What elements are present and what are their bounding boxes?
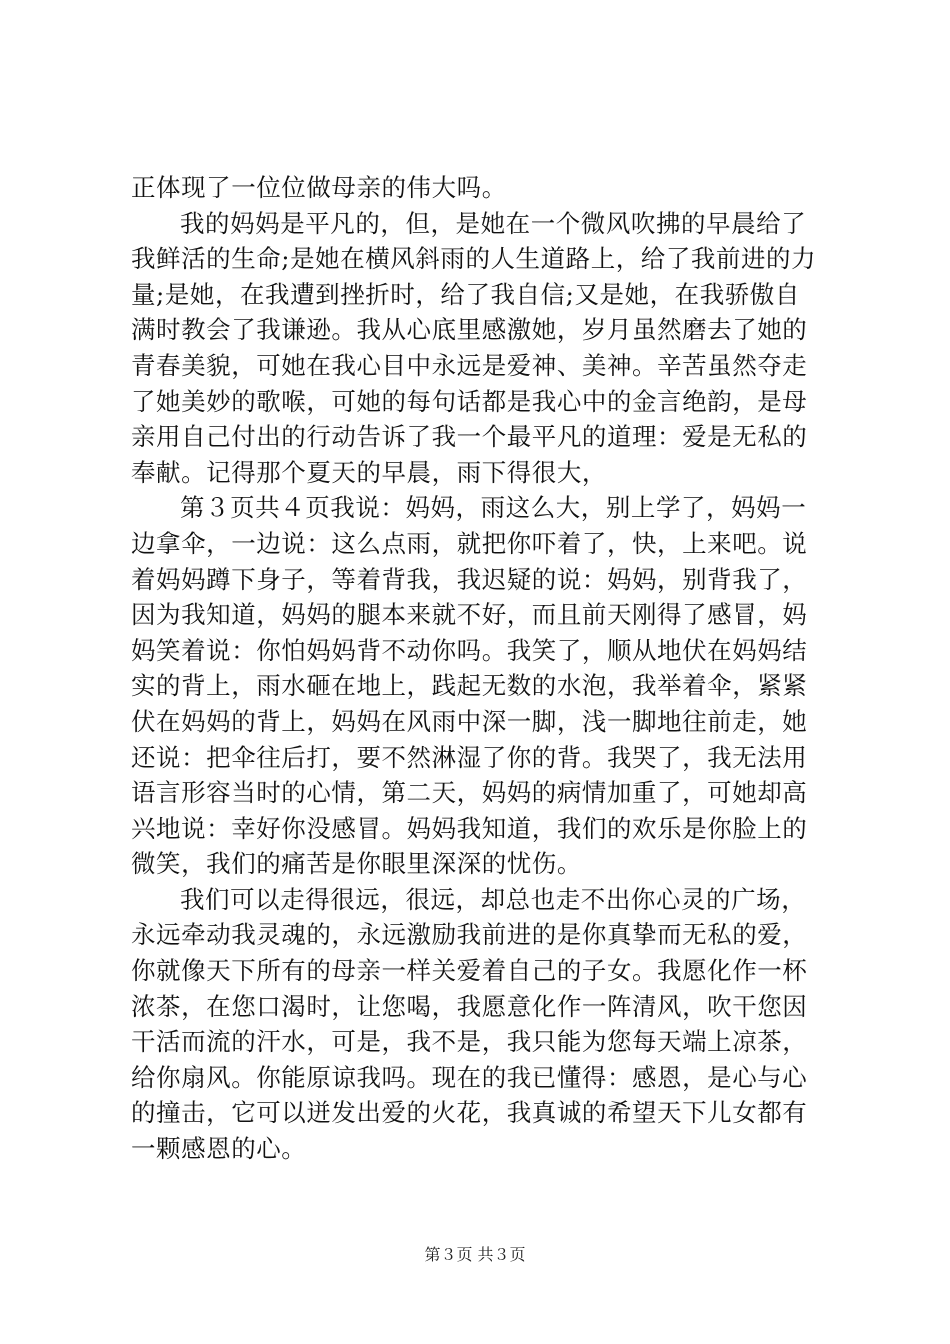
body-text [131,170,826,1167]
text-line: 满时教会了我谦逊。我从心底里感激她，岁月虽然磨去了她的 [131,315,808,345]
text-line: 永远牵动我灵魂的，永远激励我前进的是你真挚而无私的爱， [131,920,808,950]
text-line: 实的背上，雨水砸在地上，践起无数的水泡，我举着伞，紧紧 [131,671,808,701]
text-line: 正体现了一位位做母亲的伟大吗。 [131,173,507,202]
text-line: 语言形容当时的心情，第二天，妈妈的病情加重了，可她却高 [131,778,808,808]
text-line: 边拿伞，一边说：这么点雨，就把你吓着了，快，上来吧。说 [131,528,808,558]
text-line: 伏在妈妈的背上，妈妈在风雨中深一脚，浅一脚地往前走，她 [131,706,808,736]
text-line: 还说：把伞往后打，要不然淋湿了你的背。我哭了，我无法用 [131,742,808,772]
text-line: 我鲜活的生命;是她在横风斜雨的人生道路上，给了我前进的力 [131,244,817,274]
text-line: 微笑，我们的痛苦是你眼里深深的忧伤。 [131,849,582,879]
page-footer: 第３页 共３页 [424,1245,526,1264]
text-line: 着妈妈蹲下身子，等着背我，我迟疑的说：妈妈，别背我了， [131,564,808,594]
text-line: 了她美妙的歌喉，可她的每句话都是我心中的金言绝韵，是母 [131,386,808,416]
text-line: 的撞击，它可以迸发出爱的火花，我真诚的希望天下儿女都有 [131,1098,808,1128]
paragraph-first-line: 我们可以走得很远，很远，却总也走不出你心灵的广场， [180,884,807,914]
text-line: 干活而流的汗水，可是，我不是，我只能为您每天端上凉茶， [131,1027,808,1057]
text-line: 给你扇风。你能原谅我吗。现在的我已懂得：感恩，是心与心 [131,1062,808,1092]
text-line: 亲用自己付出的行动告诉了我一个最平凡的道理：爱是无私的 [131,422,808,452]
text-line: 青春美貌，可她在我心目中永远是爱神、美神。辛苦虽然夺走 [131,350,808,380]
text-line: 因为我知道，妈妈的腿本来就不好，而且前天刚得了感冒，妈 [131,600,808,630]
text-line: 奉献。记得那个夏天的早晨，雨下得很大， [131,457,607,487]
text-line: 你就像天下所有的母亲一样关爱着自己的子女。我愿化作一杯 [131,956,808,986]
text-line: 浓茶，在您口渴时，让您喝，我愿意化作一阵清风，吹干您因 [131,991,808,1021]
paragraph-first-line: 我的妈妈是平凡的，但，是她在一个微风吹拂的早晨给了 [180,208,807,238]
text-line: 量;是她，在我遭到挫折时，给了我自信;又是她，在我骄傲自 [131,279,800,309]
text-line: 兴地说：幸好你没感冒。妈妈我知道，我们的欢乐是你脸上的 [131,813,808,843]
paragraph-first-line: 第３页共４页我说：妈妈，雨这么大，别上学了，妈妈一 [180,493,807,523]
text-line: 妈笑着说：你怕妈妈背不动你吗。我笑了，顺从地伏在妈妈结 [131,635,808,665]
text-line: 一颗感恩的心。 [131,1134,307,1164]
